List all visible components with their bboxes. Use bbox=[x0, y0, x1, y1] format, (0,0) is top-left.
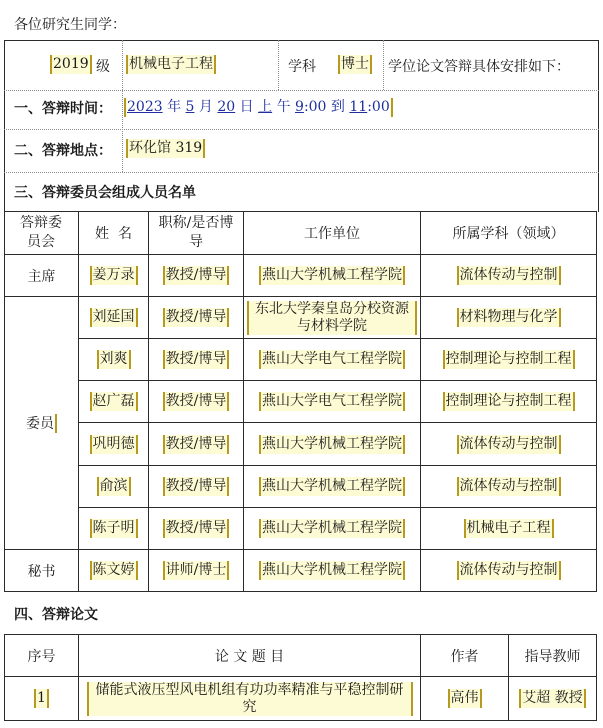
member-name[interactable]: 赵广磊 bbox=[90, 392, 138, 411]
member-field[interactable]: 流体传动与控制 bbox=[457, 266, 561, 285]
greeting-text: 各位研究生同学： bbox=[14, 17, 126, 33]
thesis-header-no: 序号 bbox=[27, 648, 56, 665]
time-label: 一、答辩时间： bbox=[14, 101, 112, 117]
member-field-cell bbox=[421, 297, 596, 338]
role-secretary: 秘书 bbox=[27, 563, 56, 580]
time-year-unit: 年 bbox=[167, 99, 182, 115]
thesis-advisor-cell bbox=[509, 677, 596, 720]
thesis-no-cell bbox=[5, 677, 78, 720]
member-name-cell bbox=[79, 550, 148, 591]
grade-year-field[interactable]: 2019 bbox=[50, 55, 92, 74]
member-unit-cell bbox=[244, 423, 420, 465]
time-start-hour[interactable]: 9 bbox=[295, 99, 304, 115]
member-title[interactable]: 教授/博导 bbox=[163, 350, 230, 369]
intro-suffix: 学位论文答辩具体安排如下： bbox=[388, 59, 570, 75]
committee-heading: 三、答辩委员会组成人员名单 bbox=[14, 185, 196, 201]
member-name[interactable]: 陈文婷 bbox=[90, 561, 138, 580]
frame-right-line bbox=[598, 40, 599, 212]
intro-vdiv-2 bbox=[278, 40, 279, 90]
thesis-col-line-4 bbox=[596, 634, 597, 721]
member-title-cell bbox=[149, 550, 243, 591]
place-field[interactable]: 环化馆 319 bbox=[126, 139, 205, 158]
member-name[interactable]: 俞滨 bbox=[97, 477, 131, 496]
member-title[interactable]: 讲师/博士 bbox=[163, 561, 230, 580]
header-role: 答辩委员会 bbox=[20, 215, 62, 250]
member-unit-cell bbox=[244, 508, 420, 549]
member-title-cell bbox=[149, 508, 243, 549]
time-divider bbox=[4, 129, 599, 130]
thesis-author-cell bbox=[421, 677, 508, 720]
member-title-cell bbox=[149, 466, 243, 507]
member-unit[interactable]: 燕山大学电气工程学院 bbox=[259, 392, 405, 411]
header-unit: 工作单位 bbox=[304, 226, 360, 242]
member-name[interactable]: 刘爽 bbox=[97, 350, 131, 369]
member-name-cell bbox=[79, 339, 148, 380]
time-vdiv bbox=[122, 90, 123, 172]
thesis-title[interactable]: 储能式液压型风电机组有功功率精准与平稳控制研究 bbox=[87, 682, 413, 716]
time-end-min: :00 bbox=[367, 99, 390, 115]
thesis-title-cell bbox=[79, 677, 420, 720]
thesis-heading: 四、答辩论文 bbox=[14, 607, 98, 623]
time-day[interactable]: 20 bbox=[217, 99, 236, 115]
time-year[interactable]: 2023 bbox=[127, 99, 163, 115]
member-name-cell bbox=[79, 508, 148, 549]
member-name[interactable]: 刘延国 bbox=[90, 308, 138, 327]
member-title-cell bbox=[149, 423, 243, 465]
member-field[interactable]: 流体传动与控制 bbox=[457, 477, 561, 496]
member-title[interactable]: 教授/博导 bbox=[163, 519, 230, 538]
time-period[interactable]: 上 bbox=[258, 99, 273, 115]
member-title[interactable]: 教授/博导 bbox=[163, 477, 230, 496]
member-field-cell bbox=[421, 508, 596, 549]
time-end-hour[interactable]: 11 bbox=[349, 99, 368, 115]
member-unit[interactable]: 燕山大学机械工程学院 bbox=[259, 477, 405, 496]
member-field-cell bbox=[421, 466, 596, 507]
thesis-author[interactable]: 高伟 bbox=[448, 689, 482, 708]
time-month[interactable]: 5 bbox=[185, 99, 195, 115]
member-unit[interactable]: 燕山大学机械工程学院 bbox=[259, 519, 405, 538]
header-name: 姓 名 bbox=[95, 226, 132, 242]
member-unit-cell bbox=[244, 339, 420, 380]
member-field[interactable]: 机械电子工程 bbox=[464, 519, 554, 538]
frame-top-line bbox=[4, 40, 599, 41]
member-title[interactable]: 教授/博导 bbox=[163, 308, 230, 327]
member-title-cell bbox=[149, 297, 243, 338]
member-title[interactable]: 教授/博导 bbox=[163, 392, 230, 411]
role-chair: 主席 bbox=[27, 268, 56, 285]
member-unit-cell bbox=[244, 466, 420, 507]
member-name-cell bbox=[79, 297, 148, 338]
member-field-cell bbox=[421, 550, 596, 591]
member-title-cell bbox=[149, 339, 243, 380]
member-unit-cell bbox=[244, 255, 420, 296]
time-value[interactable] bbox=[124, 96, 393, 118]
member-name-cell bbox=[79, 255, 148, 296]
committee-col-line-5 bbox=[596, 211, 597, 592]
discipline-label: 学科 bbox=[288, 59, 316, 75]
member-name[interactable]: 巩明德 bbox=[90, 435, 138, 454]
member-unit[interactable]: 燕山大学机械工程学院 bbox=[259, 561, 405, 580]
time-period-unit: 午 bbox=[276, 99, 291, 115]
time-day-unit: 日 bbox=[239, 99, 254, 115]
major-field[interactable]: 机械电子工程 bbox=[126, 55, 216, 74]
member-field-cell bbox=[421, 381, 596, 422]
time-start-min: :00 bbox=[303, 99, 327, 115]
member-name-cell bbox=[79, 423, 148, 465]
member-unit[interactable]: 燕山大学电气工程学院 bbox=[259, 350, 405, 369]
member-title[interactable]: 教授/博导 bbox=[163, 266, 230, 285]
role-member: 委员 bbox=[5, 297, 78, 549]
intro-row bbox=[50, 55, 595, 77]
header-field: 所属学科（领域） bbox=[452, 226, 565, 242]
frame-left-line bbox=[4, 40, 5, 212]
member-name[interactable]: 姜万录 bbox=[90, 266, 138, 285]
member-field[interactable]: 流体传动与控制 bbox=[457, 561, 561, 580]
intro-vdiv-1 bbox=[122, 40, 123, 90]
member-unit[interactable]: 东北大学秦皇岛分校资源与材料学院 bbox=[247, 301, 417, 335]
member-name[interactable]: 陈子明 bbox=[90, 519, 138, 538]
thesis-header-author: 作者 bbox=[450, 648, 479, 665]
intro-vdiv-3 bbox=[383, 40, 384, 90]
member-field-cell bbox=[421, 423, 596, 465]
thesis-advisor[interactable]: 艾超 教授 bbox=[519, 689, 585, 708]
thesis-header-advisor: 指导教师 bbox=[524, 648, 581, 665]
place-label: 二、答辩地点： bbox=[14, 143, 112, 159]
member-unit[interactable]: 燕山大学机械工程学院 bbox=[259, 435, 405, 454]
member-field[interactable]: 控制理论与控制工程 bbox=[443, 392, 575, 411]
member-field-cell bbox=[421, 255, 596, 296]
member-title[interactable]: 教授/博导 bbox=[163, 435, 230, 454]
degree-field[interactable]: 博士 bbox=[338, 55, 372, 74]
grade-label: 级 bbox=[96, 59, 110, 75]
member-title-cell bbox=[149, 255, 243, 296]
member-name-cell bbox=[79, 466, 148, 507]
member-unit-cell bbox=[244, 297, 420, 338]
member-field[interactable]: 流体传动与控制 bbox=[457, 435, 561, 454]
header-title: 职称/是否博导 bbox=[158, 215, 234, 250]
thesis-header-title: 论 文 题 目 bbox=[214, 648, 285, 665]
time-to: 到 bbox=[330, 99, 345, 115]
time-month-unit: 月 bbox=[198, 99, 213, 115]
committee-bottom-line bbox=[4, 591, 596, 592]
member-name-cell bbox=[79, 381, 148, 422]
member-field-cell bbox=[421, 339, 596, 380]
member-unit[interactable]: 燕山大学机械工程学院 bbox=[259, 266, 405, 285]
intro-divider bbox=[4, 90, 599, 91]
member-title-cell bbox=[149, 381, 243, 422]
thesis-no[interactable]: 1 bbox=[34, 689, 49, 708]
member-field[interactable]: 控制理论与控制工程 bbox=[443, 350, 575, 369]
place-divider bbox=[4, 172, 599, 173]
time-end-bracket bbox=[390, 98, 393, 117]
member-unit-cell bbox=[244, 550, 420, 591]
member-unit-cell bbox=[244, 381, 420, 422]
member-field[interactable]: 材料物理与化学 bbox=[457, 308, 561, 327]
